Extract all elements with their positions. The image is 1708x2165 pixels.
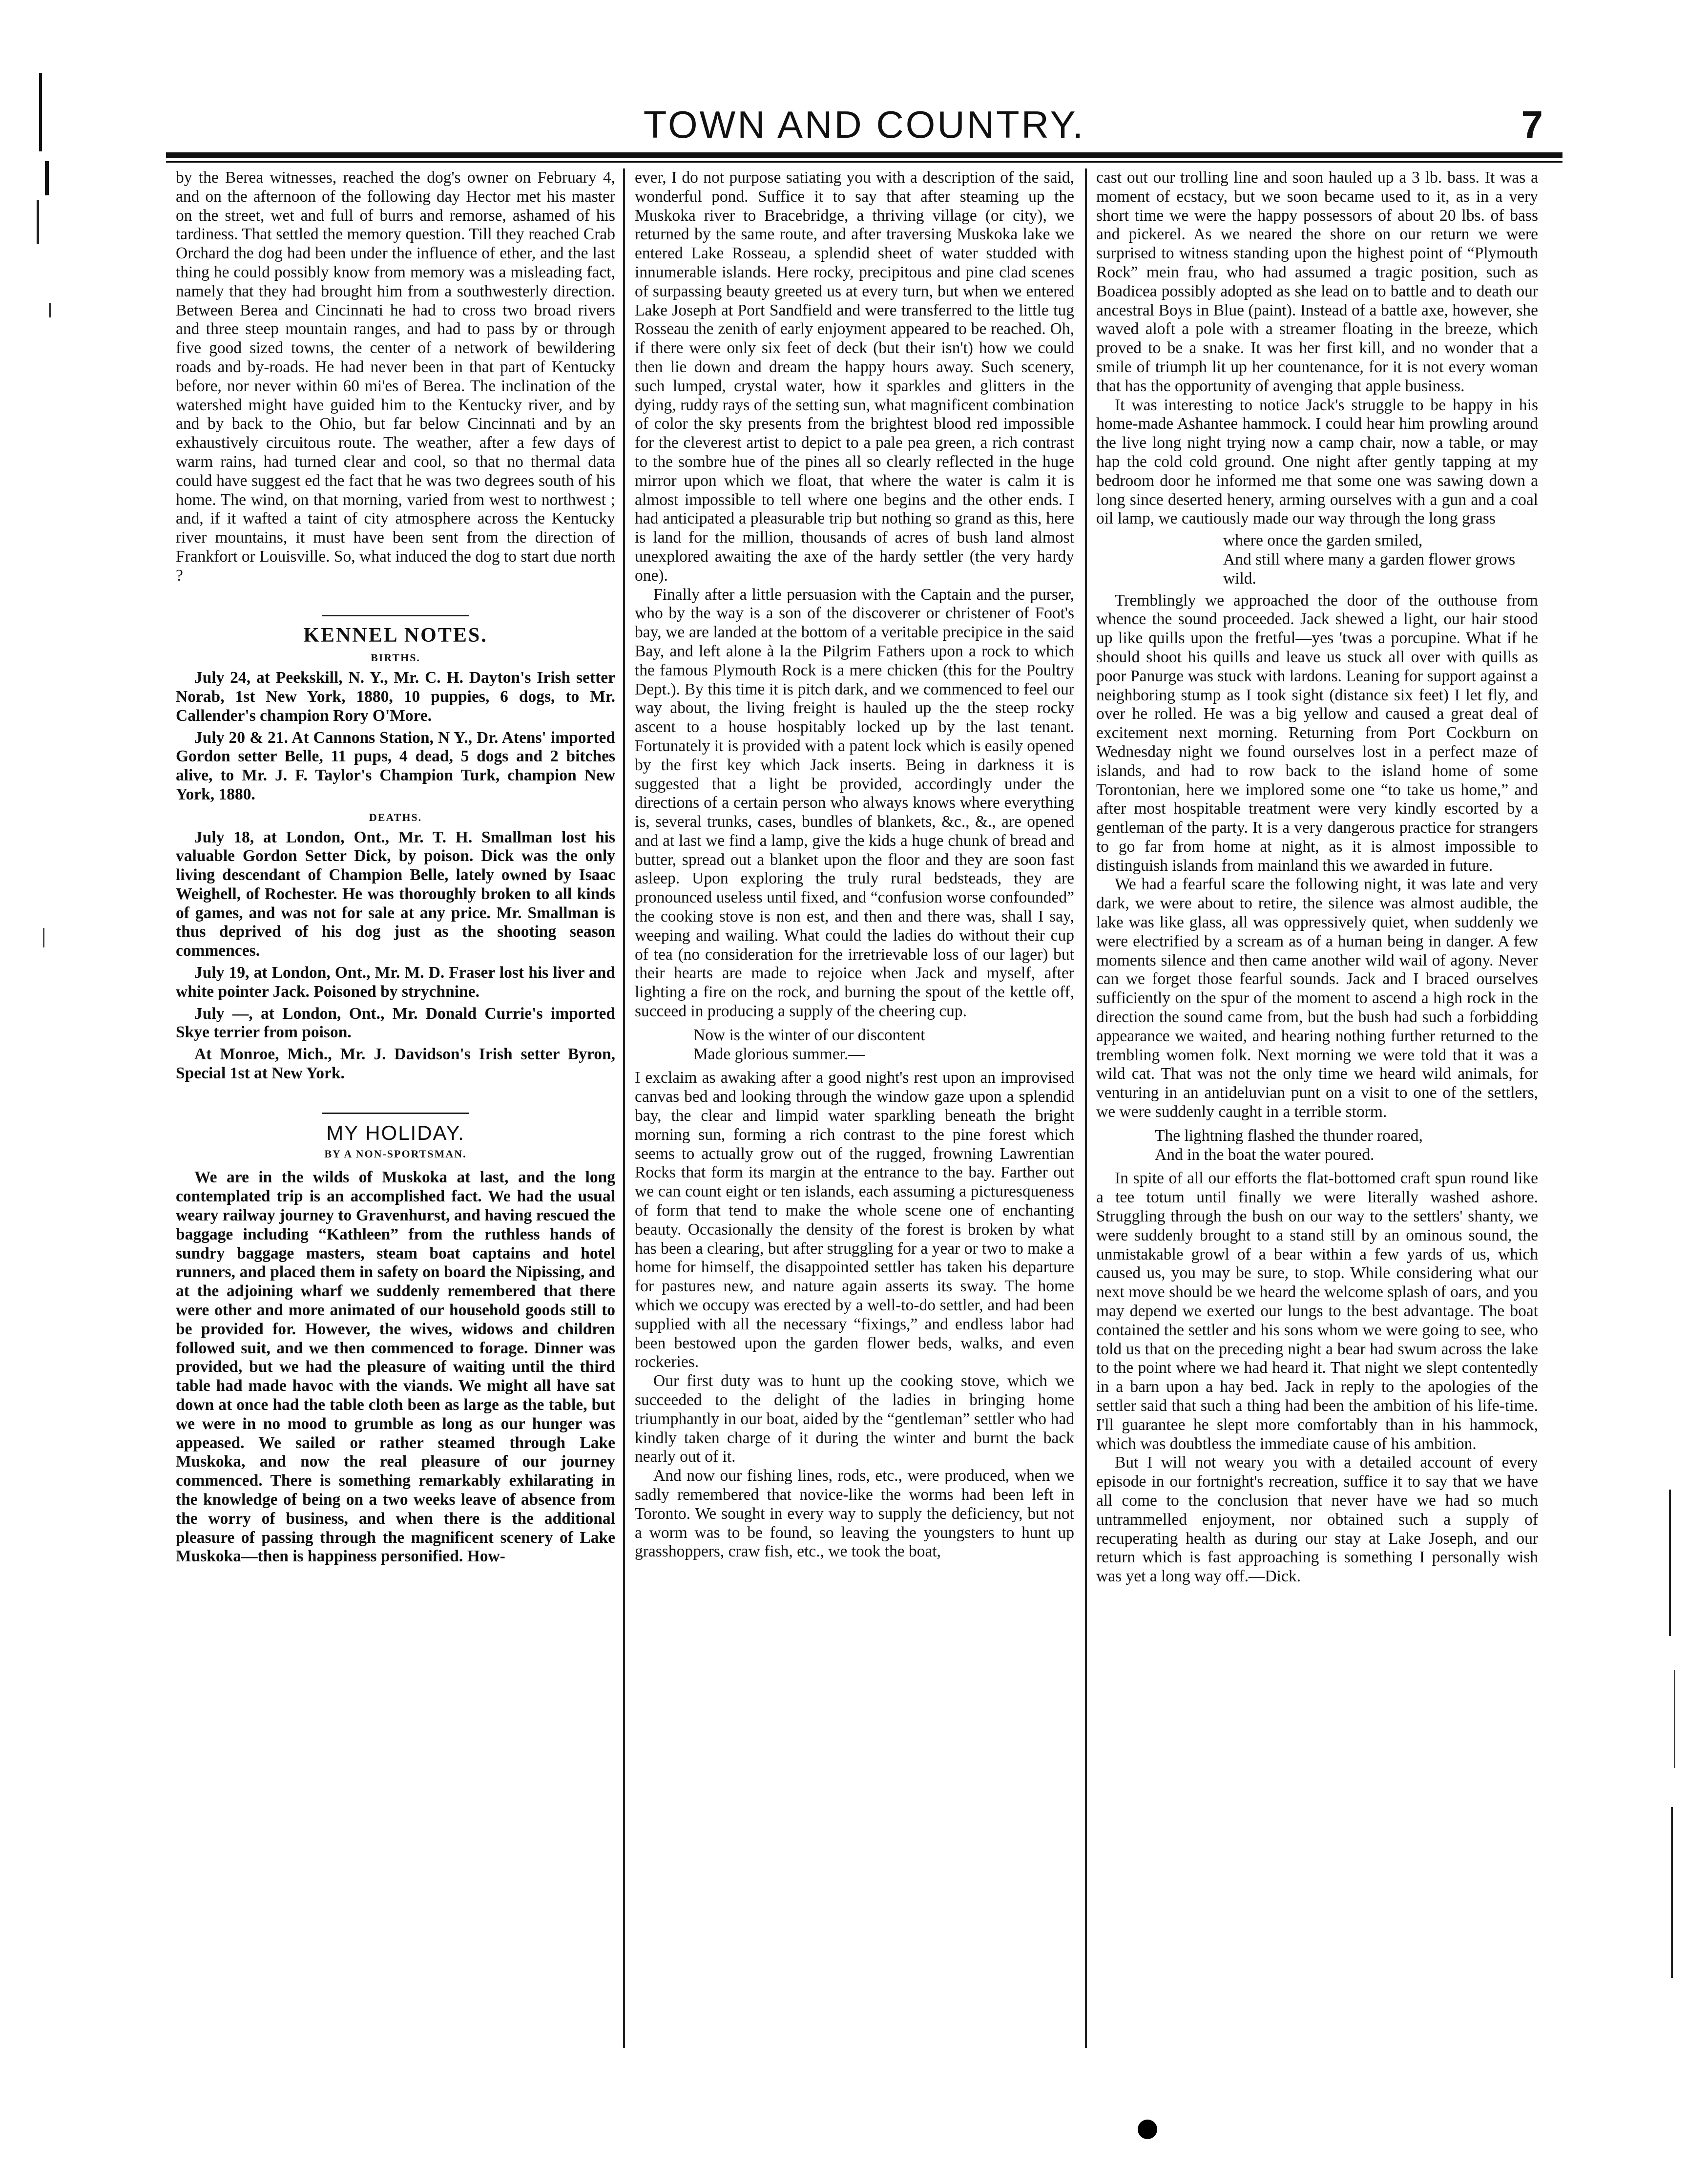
holiday-paragraph: ever, I do not purpose satiating you with a description of the said, wonderful pond. Suffice it to say that after steaming up the Muskoka river to Bracebridge, a thriving village (or city), we returned by the same route, and after traversing Muskoka lake we entered Lake Rosseau, a splendid sheet of water studded with innumerable islands. Here rocky, precipitous and pine clad scenes of surpassing beauty greeted us at every turn, but when we entered Lake Joseph at Port Sandfield and were transferred to the little tug Rosseau the zenith of early enjoyment appeared to be reached. Oh, if there were only six feet of deck (but their isn't) how we could then lie down and dream the happy hours away. Such scenery, such lumped, crystal water, how it sparkles and glitters in the dying, ruddy rays of the setting sun, what magnificent combination of color the sky presents from the brightest blood red impossible for the cleverest artist to depict to a pale pea green, a rich contrast to the sombre hue of the pines all so clearly reflected in the huge mirror upon which we float, that where the water is calm it is almost impossible to tell where one begins and the other ends. I had anticipated a pleasurable trip but nothing so grand as this, here is land for the million, thousands of acres of bush land almost unexplored awaiting the axe of the hardy settler (the very hardy one). <box>635 168 1074 585</box>
holiday-paragraph: cast out our trolling line and soon hauled up a 3 lb. bass. It was a moment of ecstacy, but we soon became used to it, as in a very short time we were the happy possessors of about 20 lbs. of bass and pickerel. As we neared the shore on our return we were surprised to witness standing upon the highest point of “Plymouth Rock” mein frau, who had assumed a tragic position, such as Boadicea possibly adopted as she lead on to battle and to death our ancestral Boys in Blue (paint). Instead of a battle axe, however, she waved aloft a pole with a streamer floating in the breeze, which proved to be a snake. It was her first kill, and no wonder that a smile of triumph lit up her countenance, for it is not every woman that has the opportunity of avenging that apple business. <box>1096 168 1538 395</box>
death-notice: At Monroe, Mich., Mr. J. Davidson's Irish setter Byron, Special 1st at New York. <box>176 1045 615 1083</box>
quotation-verse <box>635 1026 1074 1064</box>
header-rule-thin <box>166 161 1562 163</box>
verse-line: And still where many a garden flower grows wild. <box>1223 550 1516 588</box>
column-1 <box>176 168 615 2048</box>
births-heading: BIRTHS. <box>371 652 420 664</box>
column-2 <box>635 168 1074 2048</box>
column-3 <box>1096 168 1538 2048</box>
quotation-verse <box>1096 531 1538 588</box>
quotation-verse <box>1096 1127 1538 1165</box>
section-divider <box>322 615 469 616</box>
verse-line: Made glorious summer.— <box>693 1045 865 1063</box>
holiday-paragraph: Our first duty was to hunt up the cooking stove, which we succeeded to the delight of the ladies in bringing home triumphantly in our boat, aided by the “gentleman” settler who had kindly taken charge of it during the winter and burnt the back nearly out of it. <box>635 1372 1074 1466</box>
holiday-paragraph: We had a fearful scare the following night, it was late and very dark, we were about to retire, the silence was almost audible, the lake was like glass, all was oppressively quiet, when suddenly we were electrified by a scream as of a human being in danger. A few moments silence and then came another wild wail of agony. Never can we forget those fearful sounds. Jack and I braced ourselves sufficiently on the spur of the moment to ascend a high rock in the direction the sound came from, but the bush had such a forbidding appearance we waited, and hearing nothing further returned to the trembling women folk. Next morning we were told that it was a wild cat. That was not the only time we heard wild animals, for venturing in an antideluvian punt on a visit to one of the settlers, we were suddenly caught in a terrible storm. <box>1096 875 1538 1121</box>
verse-line: The lightning flashed the thunder roared, <box>1155 1126 1423 1145</box>
holiday-paragraph: It was interesting to notice Jack's struggle to be happy in his home-made Ashantee hammock. I could hear him prowling around the live long night trying now a camp chair, now a table, or may hap the cold cold ground. One night after gently tapping at my bedroom door he informed me that some one was sawing down a long since deserted henery, arming ourselves with a gun and a coal oil lamp, we cautiously made our way through the long grass <box>1096 396 1538 528</box>
birth-notice: July 20 & 21. At Cannons Station, N Y., Dr. Atens' imported Gordon setter Belle, 11 pups, 4 dead, 5 dogs and 2 bitches alive, to Mr. J. F. Taylor's Champion Turk, champion New York, 1880. <box>176 728 615 803</box>
holiday-paragraph: We are in the wilds of Muskoka at last, and the long contemplated trip is an accomplished fact. We had the usual weary railway journey to Gravenhurst, and having rescued the baggage including “Kathleen” from the ruthless hands of sundry baggage masters, steam boat captains and hotel runners, and placed them in safety on board the Nipissing, and at the adjoining wharf we suddenly remembered that there were other and more animated of our household goods still to be provided for. However, the wives, widows and children followed suit, and we then commenced to forage. Dinner was provided, but we had the pleasure of waiting until the third table had made havoc with the viands. We might all have sat down at once had the table cloth been as large as the table, but we were in no mood to grumble as long as our hunger was appeased. We sailed or rather steamed through Lake Muskoka, and now the real pleasure of our journey commenced. There is something remarkably exhilarating in the knowledge of being on a two weeks leave of absence from the worry of business, and when there is the additional pleasure of passing through the magnificent scenery of Lake Muskoka—then is happiness personified. How- <box>176 1168 615 1566</box>
binding-edge-marks <box>34 0 73 2165</box>
verse-line: And in the boat the water poured. <box>1155 1145 1375 1164</box>
verse-line: Now is the winter of our discontent <box>693 1026 925 1044</box>
column-divider-2 <box>1085 168 1087 2048</box>
holiday-paragraph: And now our fishing lines, rods, etc., were produced, when we sadly remembered that novice-like the worms had been left in Toronto. We sought in every way to supply the deficiency, but not a worm was to be found, so leaving the youngsters to hunt up grasshoppers, craw fish, etc., we took the boat, <box>635 1467 1074 1561</box>
death-notice: July —, at London, Ont., Mr. Donald Currie's imported Skye terrier from poison. <box>176 1004 615 1042</box>
holiday-paragraph: But I will not weary you with a detailed account of every episode in our fortnight's recreation, suffice it to say that we have all come to the conclusion that never have we had so much untrammelled enjoyment, nor obtained such a supply of recuperating health as during our stay at Lake Joseph, and our return which is fast approaching is something I personally wish was yet a long way off.—Dick. <box>1096 1453 1538 1586</box>
holiday-paragraph: Tremblingly we approached the door of the outhouse from whence the sound proceeded. Jack shewed a light, our hair stood up like quills upon the fretful—yes 'twas a porcupine. What if he should shoot his quills and leave us stuck all over with quills as poor Panurge was stuck with lardons. Leaning for support against a neighboring stump as I took sight (distance six feet) I let fly, and over he rolled. He was a big yellow and caused a great deal of excitement next morning. Returning from Port Cockburn on Wednesday night we found ourselves lost in a perfect maze of islands, and had to row back to the island home of some Torontonian, here we implored some one “to take us home,” and after most hospitable treatment were very kindly escorted by a gentleman of the party. It is a very dangerous practice for strangers to go far from home at night, as it is almost impossible to distinguish islands from mainland this we awarded in future. <box>1096 591 1538 875</box>
holiday-paragraph: I exclaim as awaking after a good night's rest upon an improvised canvas bed and looking through the window gaze upon a splendid bay, the clear and limpid water sparkling beneath the bright morning sun, forming a rich contrast to the pine forest which seems to actually grow out of the rugged, frowning Lawrentian Rocks that form its margin at the entrance to the bay. Farther out we can count eight or ten islands, each assuming a picturesqueness of form that tend to make the whole scene one of enchanting beauty. Occasionally the density of the forest is broken by what has been a clearing, but after struggling for a year or two to make a home for himself, the disappointed settler has taken his departure for pastures new, and nature again asserts its sway. The home which we occupy was erected by a well-to-do settler, and had been supplied with all the necessary “fixings,” and endless labor had been bestowed upon the garden flower beds, walks, and even rockeries. <box>635 1069 1074 1371</box>
death-notice: July 18, at London, Ont., Mr. T. H. Smallman lost his valuable Gordon Setter Dick, by poison. Dick was the only living descendant of Champion Belle, lately owned by Isaac Weighell, of Rochester. He was thoroughly broken to all kinds of games, and was not for sale at any price. Mr. Smallman is thus deprived of his dog just as the shooting season commences. <box>176 828 615 960</box>
column-divider-1 <box>623 168 625 2048</box>
masthead-title: TOWN AND COUNTRY. <box>643 103 1085 146</box>
right-edge-marks <box>1659 1465 1688 2051</box>
my-holiday-title: MY HOLIDAY. <box>326 1121 465 1144</box>
header-rule-thick <box>166 152 1562 158</box>
deaths-heading: DEATHS. <box>369 811 422 823</box>
ink-dot <box>1138 2120 1157 2139</box>
birth-notice: July 24, at Peekskill, N. Y., Mr. C. H. Dayton's Irish setter Norab, 1st New York, 1880, 10 puppies, 6 dogs, to Mr. Callender's champion Rory O'More. <box>176 669 615 725</box>
my-holiday-byline: BY A NON-SPORTSMAN. <box>324 1147 467 1160</box>
holiday-paragraph: Finally after a little persuasion with the Captain and the purser, who by the way is a son of the discoverer or christener of Foot's bay, we are landed at the bottom of a veritable precipice in the said Bay, and left alone à la the Pilgrim Fathers upon a rock to which the famous Plymouth Rock is a mere chicken (this for the Poultry Dept.). By this time it is pitch dark, and we commenced to feel our way about, the living freight is hauled up the the steep rocky ascent to a house hospitably locked up by the last tenant. Fortunately it is provided with a patent lock which is easily opened by the first key which Jack inserts. Being in darkness it is suggested that a light be provided, accordingly under the directions of a certain person who always knows where everything is, several trunks, cases, bundles of blankets, &c., &., are opened and at last we find a lamp, give the kids a huge chunk of bread and butter, spread out a blanket upon the floor and they are soon fast asleep. Upon exploring the truly rural bedsteads, they are pronounced useless until fixed, and “confusion worse confounded” the cooking stove is non est, and then and there was, shall I say, weeping and wailing. What could the ladies do without their cup of tea (no consideration for the irretrievable loss of our lager) but their hearts are made to rejoice when Jack and myself, after lighting a fire on the rock, and burning the spout of the kettle off, succeed in producing a supply of the cheering cup. <box>635 585 1074 1021</box>
section-divider <box>322 1113 469 1114</box>
kennel-notes-title: KENNEL NOTES. <box>303 624 488 647</box>
dog-article-continuation: by the Berea witnesses, reached the dog's owner on February 4, and on the afternoon of the following day Hector met his master on the street, wet and full of burrs and remorse, ashamed of his tardiness. That settled the memory question. Till they reached Crab Orchard the dog had been under the influence of ether, and the last thing he could possibly know from memory was a misleading fact, namely that they had brought him from a southwesterly direction. Between Berea and Cincinnati he had to cross two broad rivers and three steep mountain ranges, and had to pass by or through five good sized towns, the center of a network of bewildering roads and by-roads. He had never been in that part of Kentucky before, nor never within 60 mi'es of Berea. The inclination of the watershed might have guided him to the Kentucky river, and by and by back to the Ohio, but far below Cincinnati and by an exhaustively circuitous route. The weather, after a few days of warm rains, had turned clear and cool, so that no thermal data could have suggest ed the fact that he was two degrees south of his home. The wind, on that morning, varied from west to northwest ; and, if it wafted a taint of city atmosphere across the Kentucky river mountains, it must have been sent from the direction of Frankfort or Louisville. So, what induced the dog to start due north ? <box>176 168 615 585</box>
verse-line: where once the garden smiled, <box>1223 531 1423 550</box>
death-notice: July 19, at London, Ont., Mr. M. D. Fraser lost his liver and white pointer Jack. Poisoned by strychnine. <box>176 964 615 1001</box>
page-header <box>166 103 1562 151</box>
holiday-paragraph: In spite of all our efforts the flat-bottomed craft spun round like a tee totum until finally we were literally washed ashore. Struggling through the bush on our way to the settlers' shanty, we were suddenly brought to a stand still by an ominous sound, the unmistakable growl of a bear within a few yards of us, which caused us, you may be sure, to stop. While considering what our next move should be we heard the welcome splash of oars, and you may depend we exerted our lungs to the best advantage. The boat contained the settler and his sons whom we were going to see, who told us that on the preceding night a bear had swum across the lake to the point where we had heard it. That night we slept contentedly in a barn upon a hay bed. Jack in reply to the apologies of the settler said that such a thing had been the ambition of his life-time. I'll guarantee he slept more comfortably than in his hammock, which was doubtless the immediate cause of his ambition. <box>1096 1169 1538 1453</box>
page-number: 7 <box>1521 103 1543 147</box>
